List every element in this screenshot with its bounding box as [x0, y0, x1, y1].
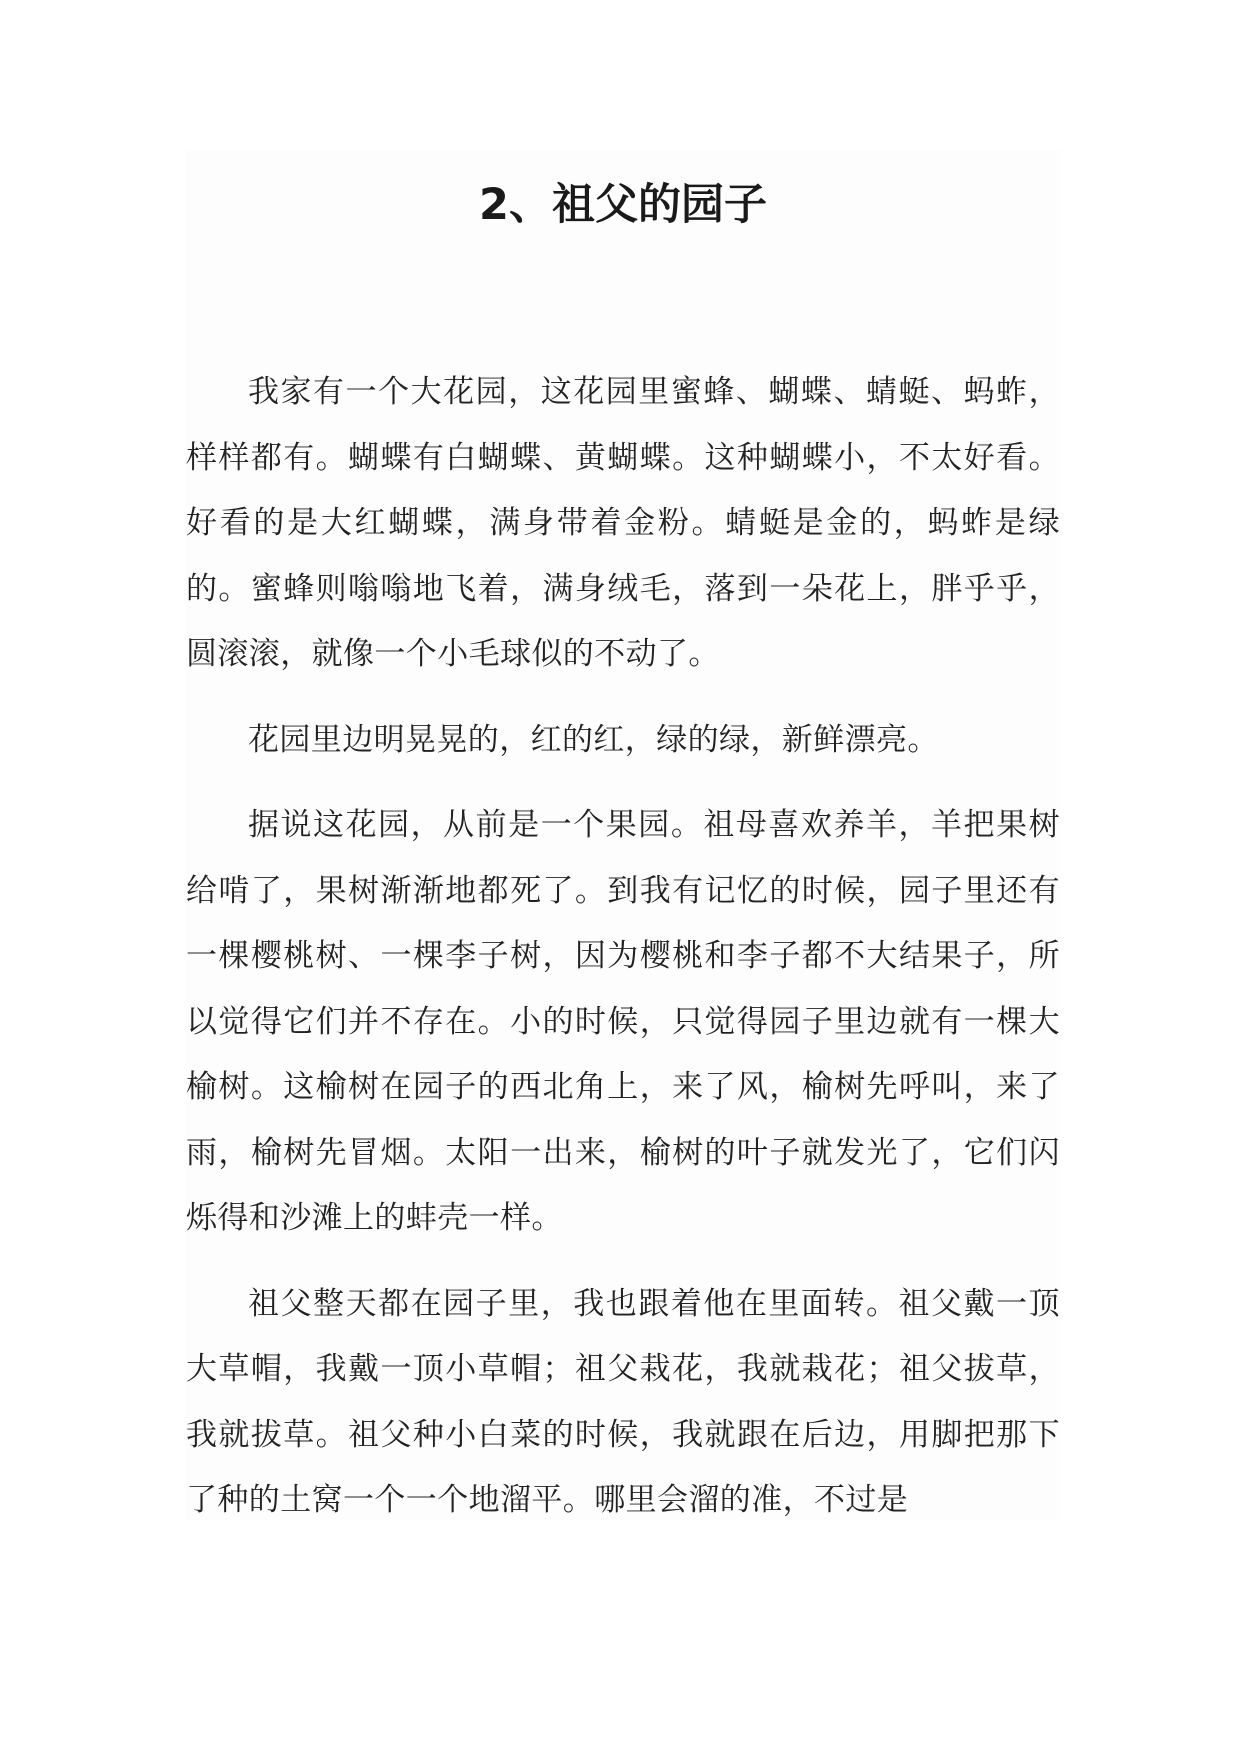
document-body: [186, 360, 1060, 1554]
paragraph-3: 据说这花园，从前是一个果园。祖母喜欢养羊，羊把果树给啃了，果树渐渐地都死了。到我有记忆的时候，园子里还有一棵樱桃树、一棵李子树，因为樱桃和李子都不大结果子，所以觉得它们并不存在。小的时候，只觉得园子里边就有一棵大榆树。这榆树在园子的西北角上，来了风，榆树先呼叫，来了雨，榆树先冒烟。太阳一出来，榆树的叶子就发光了，它们闪烁得和沙滩上的蚌壳一样。: [186, 807, 1060, 1236]
paragraph-1: 我家有一个大花园，这花园里蜜蜂、蝴蝶、蜻蜓、蚂蚱，样样都有。蝴蝶有白蝴蝶、黄蝴蝶。这种蝴蝶小，不太好看。好看的是大红蝴蝶，满身带着金粉。蜻蜓是金的，蚂蚱是绿的。蜜蜂则嗡嗡地飞着，满身绒毛，落到一朵花上，胖乎乎，圆滚滚，就像一个小毛球似的不动了。: [186, 374, 1060, 672]
paragraph-4: 祖父整天都在园子里，我也跟着他在里面转。祖父戴一顶大草帽，我戴一顶小草帽；祖父栽花，我就栽花；祖父拔草，我就拔草。祖父种小白菜的时候，我就跟在后边，用脚把那下了种的土窝一个一个地溜平。哪里会溜的准，不过是: [186, 1285, 1060, 1518]
paragraph-2: 花园里边明晃晃的，红的红，绿的绿，新鲜漂亮。: [248, 721, 939, 758]
document-title: 2、祖父的园子: [479, 180, 767, 230]
